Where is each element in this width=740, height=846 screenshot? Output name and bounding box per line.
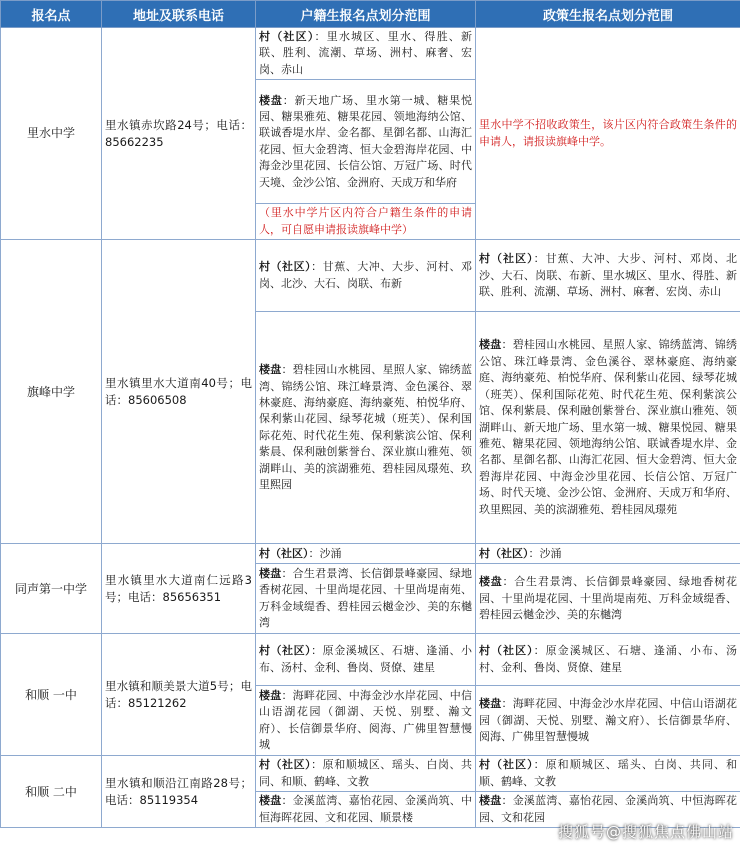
estate-list: ：金溪蓝湾、嘉怡花园、金溪尚筑、中恒海晖花园、文和花园 [479,794,738,824]
policy-estates [476,312,740,544]
estate-list: ：海畔花园、中海金沙水岸花园、中信山语湖花园（御湖、天悦、别墅、瀚文府）、长信御景华府、阅海、广佛里智慧慢城 [259,688,473,752]
estate-list: ：海畔花园、中海金沙水岸花园、中信山语湖花园（御湖、天悦、别墅、瀚文府）、长信御景华府、阅海、广佛里智慧慢城 [479,697,738,743]
school-address: 里水镇和顺美景大道5号；电话：85121262 [102,634,256,756]
table-row [1,544,740,564]
estate-list: ：合生君景湾、长信御景峰豪园、绿地香树花园、十里尚堤花园、十里尚堤南苑、万科金域缇香、碧桂园云樾金沙、美的东樾湾 [259,566,473,630]
policy-estates [476,564,740,634]
village-label: 村（社区） [259,758,312,772]
estate-label: 楼盘 [259,93,283,107]
school-name: 和顺 一中 [1,634,102,756]
estate-label: 楼盘 [259,566,282,580]
village-label: 村（社区） [479,252,534,266]
school-address: 里水镇里水大道南40号；电话：85606508 [102,240,256,544]
school-name: 和顺 二中 [1,756,102,828]
estate-label: 楼盘 [479,697,502,711]
village-label: 村（社区） [259,546,309,560]
village-label: 村（社区） [259,30,315,43]
village-list: ：甘蕉、大冲、大步、河村、邓岗、北沙、大石、岗联、布新、里水城区、里水、得胜、新联、胜利、流潮、草场、洲村、麻奢、宏岗、赤山 [479,252,738,298]
village-label: 村（社区） [479,546,529,560]
hukou-estates [256,792,476,828]
header-address: 地址及联系电话 [102,1,256,28]
school-name: 同声第一中学 [1,544,102,634]
estate-list: ：金溪蓝湾、嘉怡花园、金溪尚筑、中恒海晖花园、文和花园、顺景楼 [259,794,473,824]
village-label: 村（社区） [259,644,312,658]
table-row [1,28,740,80]
village-list: ：里水城区、里水、得胜、新联、胜利、流潮、草场、洲村、麻奢、宏岗、赤山 [259,30,473,76]
policy-village [476,544,740,564]
hukou-village [256,240,476,312]
hukou-village [256,756,476,792]
village-list: ：原金溪城区、石塘、逢涌、小布、汤村、金利、鲁岗、贤僚、建星 [479,644,738,674]
hukou-village [256,634,476,686]
hukou-village [256,28,476,80]
estate-label: 楼盘 [259,363,282,377]
policy-estates [476,686,740,756]
header-row [1,1,740,28]
hukou-estates [256,80,476,204]
estate-label: 楼盘 [479,575,503,589]
village-list: ：甘蕉、大冲、大步、河村、邓岗、北沙、大石、岗联、布新 [259,260,473,290]
estate-list: ：合生君景湾、长信御景峰豪园、绿地香树花园、十里尚堤花园、十里尚堤南苑、万科金域缇香、碧桂园云樾金沙、美的东樾湾 [479,575,738,621]
hukou-village [256,544,476,564]
village-list: ：原和顺城区、瑶头、白岗、共同、和顺、鹤峰、文教 [479,758,738,788]
estate-label: 楼盘 [259,688,282,702]
header-policy-range: 政策生报名点划分范围 [476,1,740,28]
village-label: 村（社区） [479,758,534,772]
village-label: 村（社区） [259,260,312,274]
school-name: 旗峰中学 [1,240,102,544]
policy-village [476,756,740,792]
school-address: 里水镇赤坎路24号；电话：85662235 [102,28,256,240]
village-list: ：原和顺城区、瑶头、白岗、共同、和顺、鹤峰、文教 [259,758,473,788]
estate-list: ：碧桂园山水桃园、星照人家、锦绣蓝湾、锦绣公馆、珠江峰景湾、金色溪谷、翠林豪庭、海纳豪庭、海纳豪苑、柏悦华府、保利紫山花园、绿琴花城（班芙）、保利国际花苑、时代花生苑、保利紫滨公馆、保利紫晨、保利融创紫誉台、深业旗山雅苑、领湖畔山、新天地广场、里水第一城、糖果悦园、糖果雅苑、糖果花园、领地海纳公馆、联诚香堤水岸、金名都、星御名都、山海汇花园、恒大金碧湾、恒大金碧海岸花园、中海金沙里花园、长信公馆、万冠广场、时代天境、金沙公馆、金洲府、天成万和华府、玖里熙园、美的滨湖雅苑、碧桂园凤璟苑 [479,338,738,516]
table-row [1,240,740,312]
policy-note: 里水中学不招收政策生，该片区内符合政策生条件的申请人，请报读旗峰中学。 [476,28,740,240]
school-address: 里水镇和顺沿江南路28号；电话：85119354 [102,756,256,828]
village-list: ：原金溪城区、石塘、逢涌、小布、汤村、金利、鲁岗、贤僚、建星 [259,644,473,674]
table-row [1,756,740,792]
village-list: ：沙涌 [528,546,562,560]
policy-village [476,634,740,686]
estate-label: 楼盘 [479,338,502,352]
village-list: ：沙涌 [308,546,342,560]
header-school: 报名点 [1,1,102,28]
hukou-estates [256,312,476,544]
hukou-estates [256,564,476,634]
estate-label: 楼盘 [479,794,502,808]
school-address: 里水镇里水大道南仁远路3号；电话：85656351 [102,544,256,634]
header-hukou-range: 户籍生报名点划分范围 [256,1,476,28]
hukou-note: （里水中学片区内符合户籍生条件的申请人，可自愿申请报读旗峰中学） [256,204,476,240]
policy-village [476,240,740,312]
estate-label: 楼盘 [259,794,282,808]
hukou-estates [256,686,476,756]
village-label: 村（社区） [479,644,534,658]
table-row [1,634,740,686]
school-name: 里水中学 [1,28,102,240]
watermark: 搜狐号@搜狐焦点佛山站 [557,823,734,841]
estate-list: ：碧桂园山水桃园、星照人家、锦绣蓝湾、锦绣公馆、珠江峰景湾、金色溪谷、翠林豪庭、海纳豪庭、海纳豪苑、柏悦华府、保利紫山花园、绿琴花城（班芙）、保利国际花苑、时代花生苑、保利紫滨公馆、保利紫晨、保利融创紫誉台、深业旗山雅苑、领湖畔山、美的滨湖雅苑、碧桂园凤璟苑、玖里熙园 [259,363,473,491]
estate-list: ：新天地广场、里水第一城、糖果悦园、糖果雅苑、糖果花园、领地海纳公馆、联诚香堤水岸、金名都、星御名都、山海汇花园、恒大金碧湾、恒大金碧海岸花园、中海金沙里花园、长信公馆、万冠广场、时代天境、金沙公馆、金洲府、天成万和华府 [259,93,472,189]
